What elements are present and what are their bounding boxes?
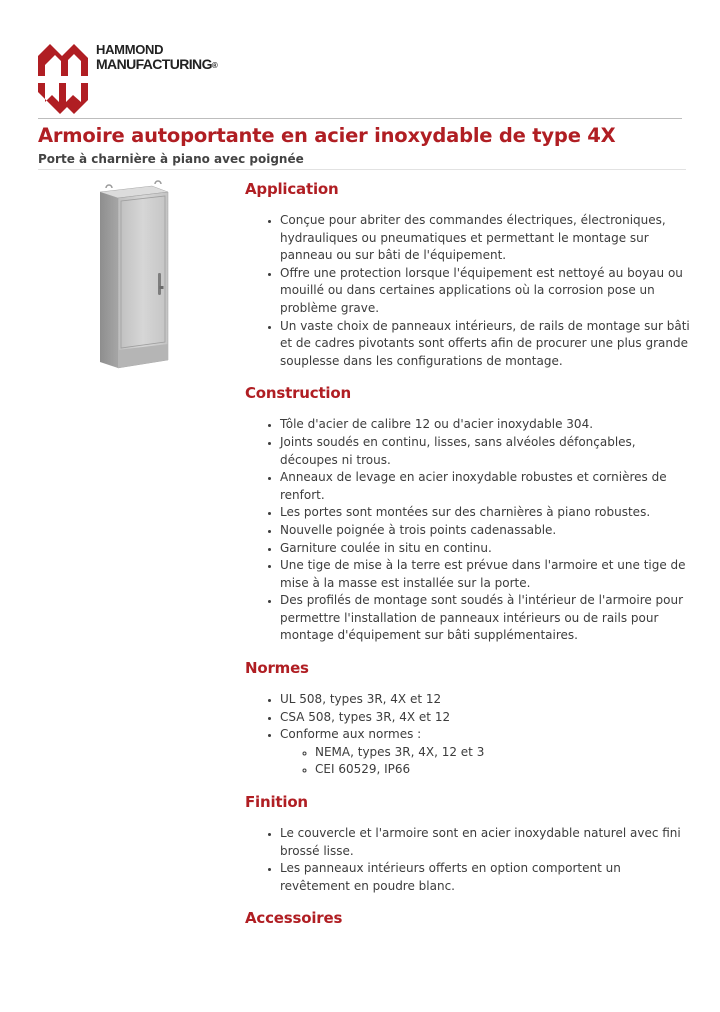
brand-line-2-text: MANUFACTURING (96, 56, 212, 72)
normes-sublist (280, 744, 690, 779)
sublist-item: ◦ CEI 60529, IP66 (315, 761, 690, 779)
list-item: • Joints soudés en continu, lisses, sans alvéoles défonçables, découpes ni trous. (280, 434, 690, 469)
section-heading-accessoires: Accessoires (245, 909, 343, 928)
list-item: • Nouvelle poignée à trois points cadenassable. (280, 522, 690, 540)
brand-wordmark (96, 42, 217, 73)
page-subtitle: Porte à charnière à piano avec poignée (38, 152, 304, 166)
product-image (92, 178, 172, 378)
construction-list (245, 416, 690, 645)
hammond-logo-icon (38, 42, 88, 114)
content-column (245, 176, 690, 933)
list-item: • CSA 508, types 3R, 4X et 12 (280, 709, 690, 727)
brand-logo (38, 42, 278, 114)
section-heading-normes: Normes (245, 659, 309, 678)
list-item (280, 726, 690, 779)
registered-mark: ® (211, 61, 218, 70)
list-item: • Le couvercle et l'armoire sont en acier inoxydable naturel avec fini brossé lisse. (280, 825, 690, 860)
list-item: • Les portes sont montées sur des charnières à piano robustes. (280, 504, 690, 522)
list-item: • Offre une protection lorsque l'équipement est nettoyé au boyau ou mouillé ou dans certaines applications où la corrosion pose un problème grave. (280, 265, 690, 318)
section-heading-finition: Finition (245, 793, 308, 812)
list-item-text: Conforme aux normes : (280, 727, 422, 742)
brand-line-2 (96, 57, 217, 73)
list-item: • Les panneaux intérieurs offerts en option comportent un revêtement en poudre blanc. (280, 860, 690, 895)
list-item: • Une tige de mise à la terre est prévue dans l'armoire et une tige de mise à la masse est installée sur la porte. (280, 557, 690, 592)
page-title: Armoire autoportante en acier inoxydable de type 4X (38, 124, 616, 147)
list-item: • Des profilés de montage sont soudés à l'intérieur de l'armoire pour permettre l'installation de panneaux intérieurs ou de rails pour montage d'équipement sur bâti supplémentaires. (280, 592, 690, 645)
brand-line-1: HAMMOND (96, 42, 164, 57)
list-item: • Un vaste choix de panneaux intérieurs, de rails de montage sur bâti et de cadres pivotants sont offerts afin de procurer une plus grande souplesse dans les configurations de montage. (280, 318, 690, 371)
section-heading-application: Application (245, 180, 339, 198)
header-divider (38, 118, 682, 119)
list-item: • Anneaux de levage en acier inoxydable robustes et cornières de renfort. (280, 469, 690, 504)
section-heading-construction: Construction (245, 384, 351, 403)
subtitle-divider (38, 169, 686, 170)
application-list (245, 212, 690, 370)
list-item: • Garniture coulée in situ en continu. (280, 540, 690, 558)
list-item: • UL 508, types 3R, 4X et 12 (280, 691, 690, 709)
list-item: • Conçue pour abriter des commandes électriques, électroniques, hydrauliques ou pneumatiques et permettant le montage sur panneau ou sur bâti de l'équipement. (280, 212, 690, 265)
sublist-item: ◦ NEMA, types 3R, 4X, 12 et 3 (315, 744, 690, 762)
normes-list (245, 691, 690, 779)
list-item: • Tôle d'acier de calibre 12 ou d'acier inoxydable 304. (280, 416, 690, 434)
finition-list (245, 825, 690, 895)
